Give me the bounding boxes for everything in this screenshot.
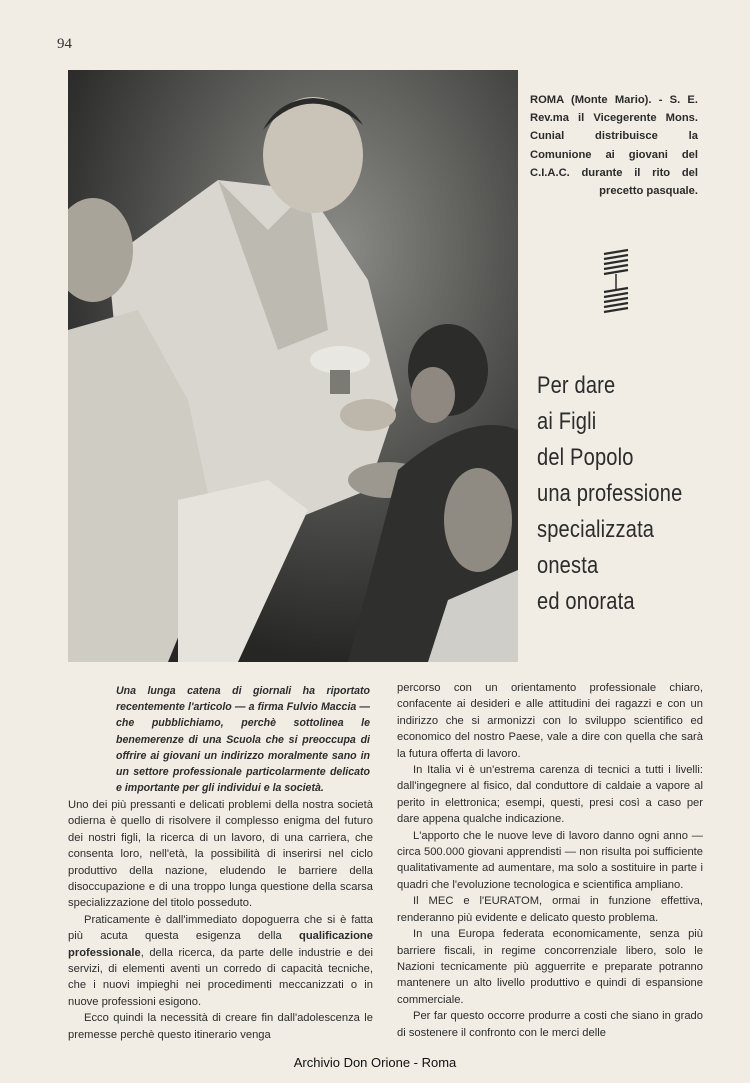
headline-line: onesta bbox=[537, 552, 599, 579]
photo-caption: ROMA (Monte Mario). - S. E. Rev.ma il Vicegerente Mons. Cunial distribuisce la Comunione ai giovani del C.I.A.C. durante il rito del precetto pasquale. bbox=[530, 94, 698, 198]
body-paragraph: In Italia vi è un'estrema carenza di tecnici a tutti i livelli: dall'ingegnere al fisico, dal conduttore di caldaie a vapore al perito in elettronica; esempi, questi, presi così a caso per dare appena qualche indicazione. bbox=[397, 764, 703, 826]
body-paragraph bbox=[68, 912, 373, 1010]
headline-line: ai Figli bbox=[537, 408, 597, 435]
page-number: 94 bbox=[57, 36, 72, 52]
headline-line: ed onorata bbox=[537, 588, 635, 615]
body-paragraph: Il MEC e l'EURATOM, ormai in funzione effettiva, renderanno più evidente e delicato questo problema. bbox=[397, 895, 703, 924]
emphasis-text: qualificazione professionale bbox=[68, 930, 373, 959]
left-column bbox=[68, 797, 373, 1043]
body-paragraph: L'apporto che le nuove leve di lavoro danno ogni anno — circa 500.000 giovani apprendisti — non risulta poi sufficiente qualitativamente ad aumentare, ma solo a sostituire in parte i quadri che l'evoluzione tecnologica e scientifica ampliano. bbox=[397, 829, 703, 891]
photo-illustration bbox=[68, 70, 518, 662]
right-column bbox=[397, 680, 703, 1041]
headline-line: una professione bbox=[537, 480, 683, 507]
body-paragraph: Ecco quindi la necessità di creare fin dall'adolescenza le premesse perchè questo itinerario venga bbox=[68, 1012, 373, 1041]
ornament-icon bbox=[600, 248, 632, 314]
headline bbox=[537, 368, 693, 620]
headline-line: del Popolo bbox=[537, 444, 634, 471]
body-paragraph: Uno dei più pressanti e delicati problemi della nostra società odierna è quello di risolvere il complesso enigma del futuro dei nostri figli, la ricerca di un lavoro, di una carriera, che consenta loro, nell'età, la possibilità di inserirsi nel ciclo produttivo della nazione, eludendo le barriere della disoccupazione e di una troppo lunga questione della scarsa specializzazione del titolo posseduto. bbox=[68, 799, 373, 910]
body-paragraph: In una Europa federata economicamente, senza più barriere fiscali, in regime concorrenziale libero, solo le Nazioni tecnicamente più agguerrite e preparate potranno mantenere un alto livello produttivo e quindi di espansione commerciale. bbox=[397, 928, 703, 1006]
text-run: , della ricerca, da parte delle industrie e dei servizi, di elementi aventi un corredo di capacità tecniche, che i nuovi impieghi nei procedimenti meccanizzati o in nuove professioni esigono. bbox=[68, 946, 373, 1008]
body-paragraph: Per far questo occorre produrre a costi che siano in grado di sostenere il confronto con le merci delle bbox=[397, 1010, 703, 1039]
lead-paragraph: Una lunga catena di giornali ha riportato recentemente l'articolo — a firma Fulvio Maccia — che pubblichiamo, perchè sottolinea le benemerenze di una Scuola che si preoccupa di offrire ai giovani un indirizzo moralmente sano in un settore professionale particolarmente delicato e importante per gli individui e la società. bbox=[116, 685, 370, 795]
communion-photo bbox=[68, 70, 518, 662]
headline-line: Per dare bbox=[537, 372, 616, 399]
headline-line: specializzata bbox=[537, 516, 655, 543]
archive-footer: Archivio Don Orione - Roma bbox=[293, 1055, 457, 1070]
body-paragraph: percorso con un orientamento professionale chiaro, confacente ai desideri e alle attitudini dei ragazzi e con un indirizzo che si armonizzi con lo sviluppo scientifico ed economico del nostro Paese, vale a dire con quella che sarà la futura offerta di lavoro. bbox=[397, 682, 703, 760]
text-run: Praticamente è dall'immediato dopoguerra che si è fatta più acuta questa esigenza della bbox=[68, 913, 373, 943]
